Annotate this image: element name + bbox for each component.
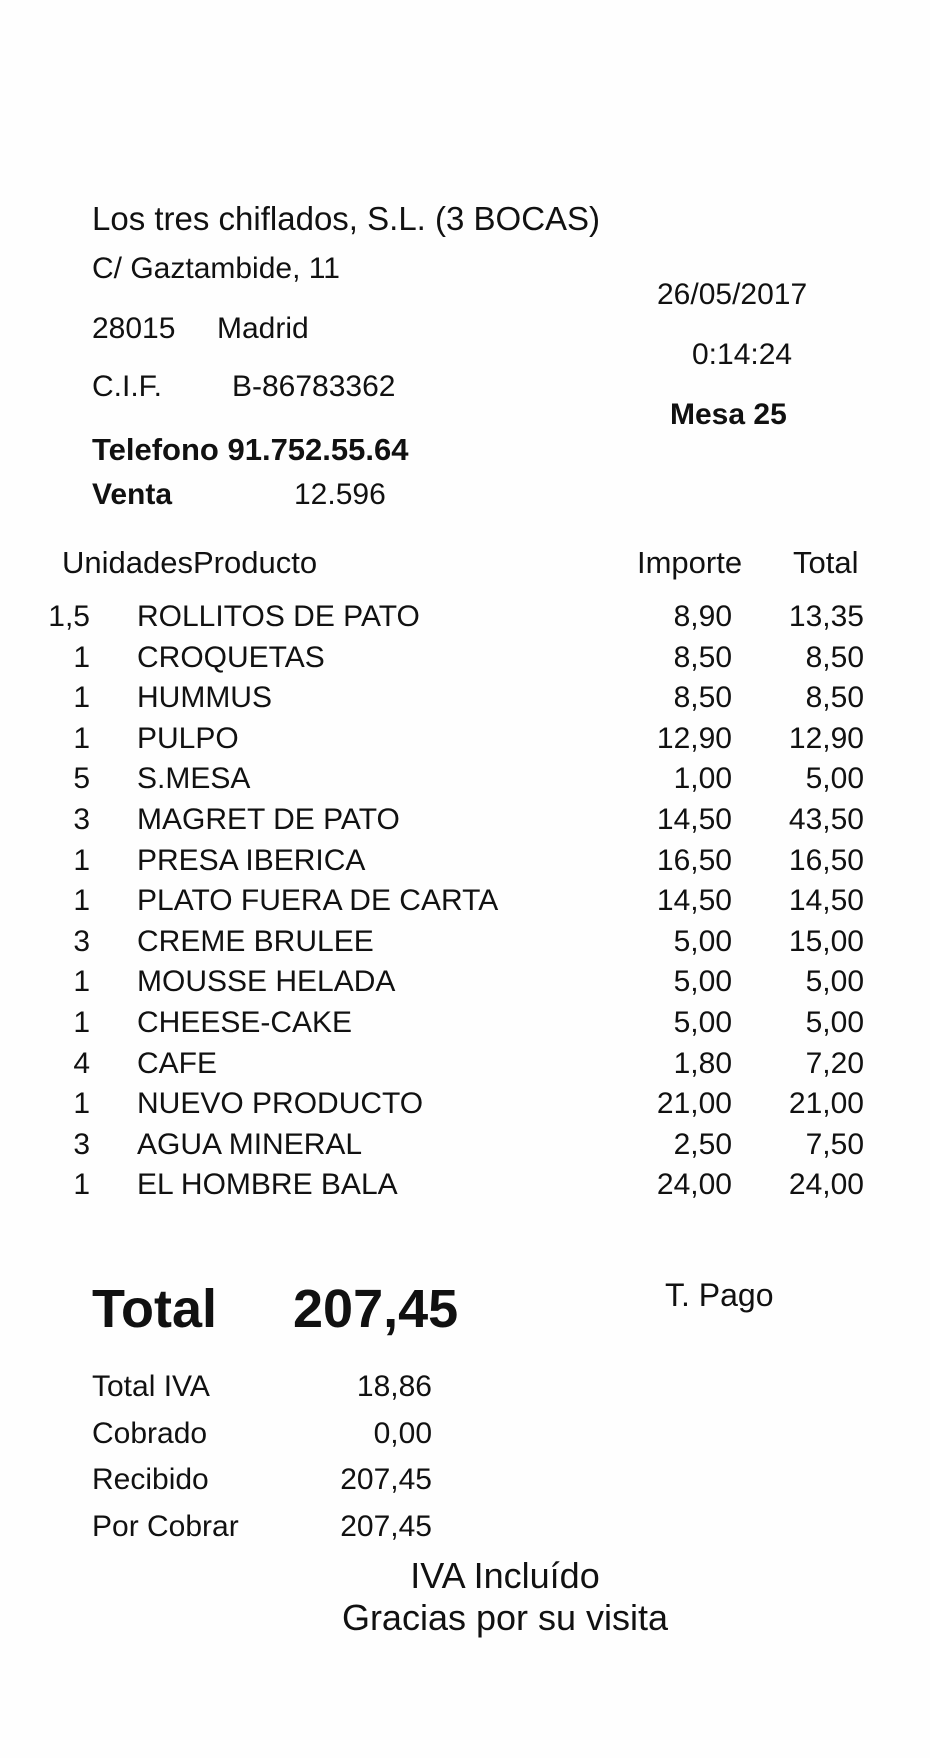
item-quantity: 1 <box>73 681 90 715</box>
item-total: 8,50 <box>805 681 864 715</box>
item-price: 8,50 <box>673 640 732 674</box>
sale-number-line <box>92 478 386 512</box>
item-quantity: 1 <box>73 1005 90 1039</box>
item-total: 15,00 <box>788 924 864 958</box>
item-name: CREME BRULEE <box>137 924 374 958</box>
item-row <box>0 841 930 882</box>
item-price: 2,50 <box>673 1127 732 1161</box>
item-price: 5,00 <box>673 965 732 999</box>
company-phone: Telefono 91.752.55.64 <box>92 432 409 467</box>
item-price: 1,00 <box>673 762 732 796</box>
summary-row <box>92 1458 432 1505</box>
item-row <box>0 962 930 1003</box>
item-total: 14,50 <box>788 884 864 918</box>
item-name: PRESA IBERICA <box>137 843 366 877</box>
item-name: PLATO FUERA DE CARTA <box>137 884 499 918</box>
item-name: ROLLITOS DE PATO <box>137 600 420 633</box>
item-price: 5,00 <box>673 1005 732 1039</box>
item-total: 7,50 <box>805 1127 864 1161</box>
item-row <box>0 922 930 963</box>
item-row <box>0 800 930 841</box>
item-row <box>0 678 930 719</box>
item-name: PULPO <box>137 721 239 755</box>
item-name: S.MESA <box>137 762 251 796</box>
item-row <box>0 759 930 800</box>
item-quantity: 3 <box>73 1127 90 1161</box>
summary-label: Cobrado <box>92 1416 208 1450</box>
summary-label: Por Cobrar <box>92 1509 239 1543</box>
summary-row <box>92 1365 432 1412</box>
item-row <box>0 719 930 760</box>
item-quantity: 1 <box>73 965 90 999</box>
items-list <box>0 597 930 1206</box>
item-price: 1,80 <box>673 1046 732 1080</box>
item-row <box>0 1084 930 1125</box>
item-price: 12,90 <box>656 721 732 755</box>
item-quantity: 1,5 <box>48 600 90 633</box>
item-name: HUMMUS <box>137 681 272 715</box>
cif-value: B-86783362 <box>232 370 396 403</box>
company-name: Los tres chiflados, S.L. (3 BOCAS) <box>92 200 601 237</box>
item-row <box>0 597 930 638</box>
totals-summary <box>92 1365 432 1551</box>
item-name: EL HOMBRE BALA <box>137 1168 398 1202</box>
item-total: 5,00 <box>805 762 864 796</box>
item-name: AGUA MINERAL <box>137 1127 363 1161</box>
receipt-date: 26/05/2017 <box>657 278 808 311</box>
company-cif-line <box>92 370 395 404</box>
item-quantity: 1 <box>73 884 90 918</box>
summary-label: Total IVA <box>92 1370 210 1403</box>
column-header-price: Importe <box>637 545 743 580</box>
item-row <box>0 1003 930 1044</box>
summary-value: 18,86 <box>356 1370 432 1403</box>
grand-total-label: Total <box>92 1279 217 1339</box>
item-name: MOUSSE HELADA <box>137 965 396 999</box>
item-total: 7,20 <box>805 1046 864 1080</box>
grand-total-value: 207,45 <box>293 1279 459 1339</box>
item-price: 21,00 <box>656 1087 732 1121</box>
item-quantity: 3 <box>73 802 90 836</box>
cif-label: C.I.F. <box>92 370 163 403</box>
item-total: 43,50 <box>788 802 864 836</box>
summary-label: Recibido <box>92 1463 209 1496</box>
sale-label: Venta <box>92 478 173 511</box>
item-quantity: 1 <box>73 721 90 755</box>
item-price: 8,50 <box>673 681 732 715</box>
city-name: Madrid <box>217 312 309 345</box>
item-total: 21,00 <box>788 1087 864 1121</box>
item-name: CROQUETAS <box>137 640 325 674</box>
item-quantity: 4 <box>73 1046 90 1080</box>
item-row <box>0 1125 930 1166</box>
summary-row <box>92 1412 432 1459</box>
item-price: 14,50 <box>656 884 732 918</box>
thanks-note: Gracias por su visita <box>341 1597 669 1638</box>
item-name: MAGRET DE PATO <box>137 802 400 836</box>
payment-type-label: T. Pago <box>665 1277 774 1313</box>
summary-row <box>92 1505 432 1552</box>
item-total: 5,00 <box>805 1005 864 1039</box>
item-price: 8,90 <box>673 600 732 633</box>
item-row <box>0 1044 930 1085</box>
item-quantity: 3 <box>73 924 90 958</box>
item-price: 16,50 <box>656 843 732 877</box>
item-quantity: 1 <box>73 1168 90 1202</box>
item-price: 14,50 <box>656 802 732 836</box>
item-total: 12,90 <box>788 721 864 755</box>
postal-code: 28015 <box>92 312 176 345</box>
summary-value: 0,00 <box>373 1416 432 1450</box>
item-name: CHEESE-CAKE <box>137 1005 353 1039</box>
summary-value: 207,45 <box>340 1463 432 1496</box>
item-total: 13,35 <box>788 600 864 633</box>
table-number: Mesa 25 <box>670 398 787 431</box>
item-row <box>0 1165 930 1206</box>
item-price: 5,00 <box>673 924 732 958</box>
receipt-time: 0:14:24 <box>692 338 793 371</box>
company-city-line <box>92 312 309 346</box>
item-quantity: 1 <box>73 1087 90 1121</box>
item-quantity: 5 <box>73 762 90 796</box>
item-row <box>0 638 930 679</box>
item-quantity: 1 <box>73 640 90 674</box>
item-name: CAFE <box>137 1046 218 1080</box>
item-price: 24,00 <box>656 1168 732 1202</box>
column-header-total: Total <box>793 545 859 580</box>
vat-included-note: IVA Incluído <box>410 1555 600 1596</box>
item-total: 5,00 <box>805 965 864 999</box>
sale-number: 12.596 <box>294 478 386 511</box>
item-quantity: 1 <box>73 843 90 877</box>
item-row <box>0 881 930 922</box>
column-header-units-product: UnidadesProducto <box>62 545 318 580</box>
item-total: 16,50 <box>788 843 864 877</box>
item-total: 8,50 <box>805 640 864 674</box>
item-total: 24,00 <box>788 1168 864 1202</box>
company-address: C/ Gaztambide, 11 <box>92 252 340 285</box>
summary-value: 207,45 <box>340 1509 432 1543</box>
item-name: NUEVO PRODUCTO <box>137 1087 424 1121</box>
